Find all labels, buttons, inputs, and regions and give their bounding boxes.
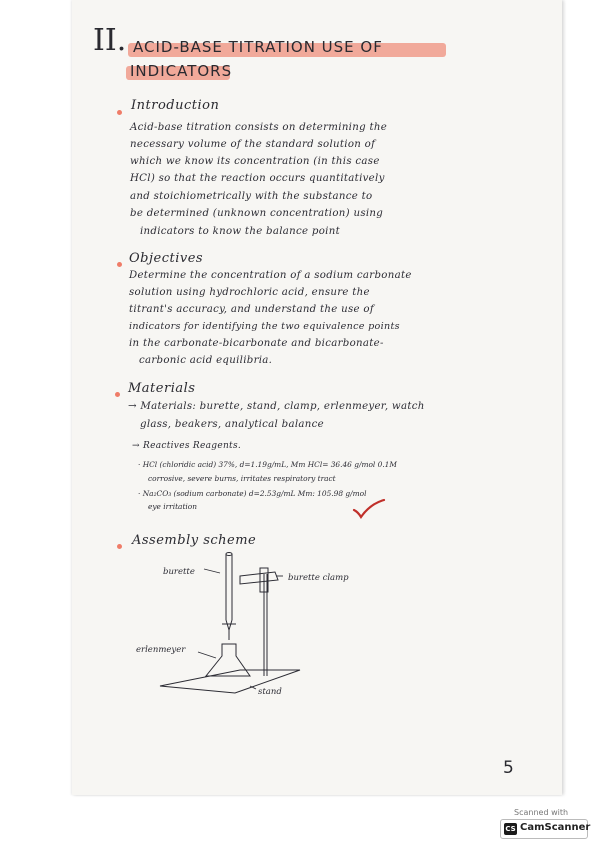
bullet-dot: [117, 262, 122, 267]
checkmark-icon: [352, 498, 386, 520]
text-line: which we know its concentration (in this case: [130, 156, 380, 167]
materials-list-line-2: glass, beakers, analytical balance: [140, 419, 324, 430]
page-title-line-2: INDICATORS: [130, 62, 233, 80]
reagent-line: corrosive, severe burns, irritates respiratory tract: [148, 474, 336, 483]
clamp-label: burette clamp: [288, 573, 349, 583]
bullet-dot: [117, 110, 122, 115]
materials-list-line-1: → Materials: burette, stand, clamp, erlenmeyer, watch: [128, 401, 425, 412]
text-line: in the carbonate-bicarbonate and bicarbonate-: [129, 338, 384, 349]
reagent-line: · Na₂CO₃ (sodium carbonate) d=2.53g/mL Mm: 105.98 g/mol: [138, 489, 367, 498]
objectives-heading: Objectives: [129, 251, 204, 266]
page-number: 5: [503, 758, 514, 778]
burette-label: burette: [163, 567, 195, 577]
reagent-line: eye irritation: [148, 502, 197, 511]
page-title-line-1: ACID-BASE TITRATION USE OF: [133, 38, 383, 56]
text-line: titrant's accuracy, and understand the use of: [129, 304, 374, 315]
text-line: and stoichiometrically with the substance to: [130, 191, 373, 202]
text-line: necessary volume of the standard solution of: [130, 139, 376, 150]
erlenmeyer-drawing: [206, 644, 250, 676]
text-line: Acid-base titration consists on determining the: [130, 122, 388, 133]
bullet-dot: [115, 392, 120, 397]
text-line: indicators to know the balance point: [140, 226, 340, 237]
reagents-heading: → Reactives Reagents.: [132, 441, 242, 451]
scanner-box: [500, 819, 591, 839]
introduction-heading: Introduction: [131, 98, 220, 113]
scanner-watermark: [500, 808, 590, 838]
text-line: carbonic acid equilibria.: [139, 355, 273, 366]
assembly-heading: Assembly scheme: [132, 533, 257, 548]
reagent-line: · HCl (chloridic acid) 37%, d=1.19g/mL, Mm HCl= 36.46 g/mol 0.1M: [138, 460, 397, 469]
text-line: solution using hydrochloric acid, ensure the: [129, 287, 370, 298]
stand-drawing: [160, 568, 300, 693]
section-roman-numeral: II.: [93, 23, 127, 58]
camscanner-logo-icon: CS: [505, 825, 516, 833]
erlenmeyer-label: erlenmeyer: [136, 645, 186, 655]
bullet-dot: [117, 544, 122, 549]
scanner-brand: CamScanner: [520, 822, 591, 833]
label-arrows: [198, 569, 283, 689]
stand-label: stand: [258, 687, 282, 697]
scanner-top-text: Scanned with: [514, 808, 569, 817]
text-line: be determined (unknown concentration) using: [130, 208, 384, 219]
burette-drawing: [222, 553, 236, 641]
text-line: Determine the concentration of a sodium carbonate: [129, 270, 412, 281]
materials-heading: Materials: [128, 381, 196, 396]
text-line: HCl) so that the reaction occurs quantitatively: [130, 173, 385, 184]
text-line: indicators for identifying the two equivalence points: [129, 321, 400, 332]
